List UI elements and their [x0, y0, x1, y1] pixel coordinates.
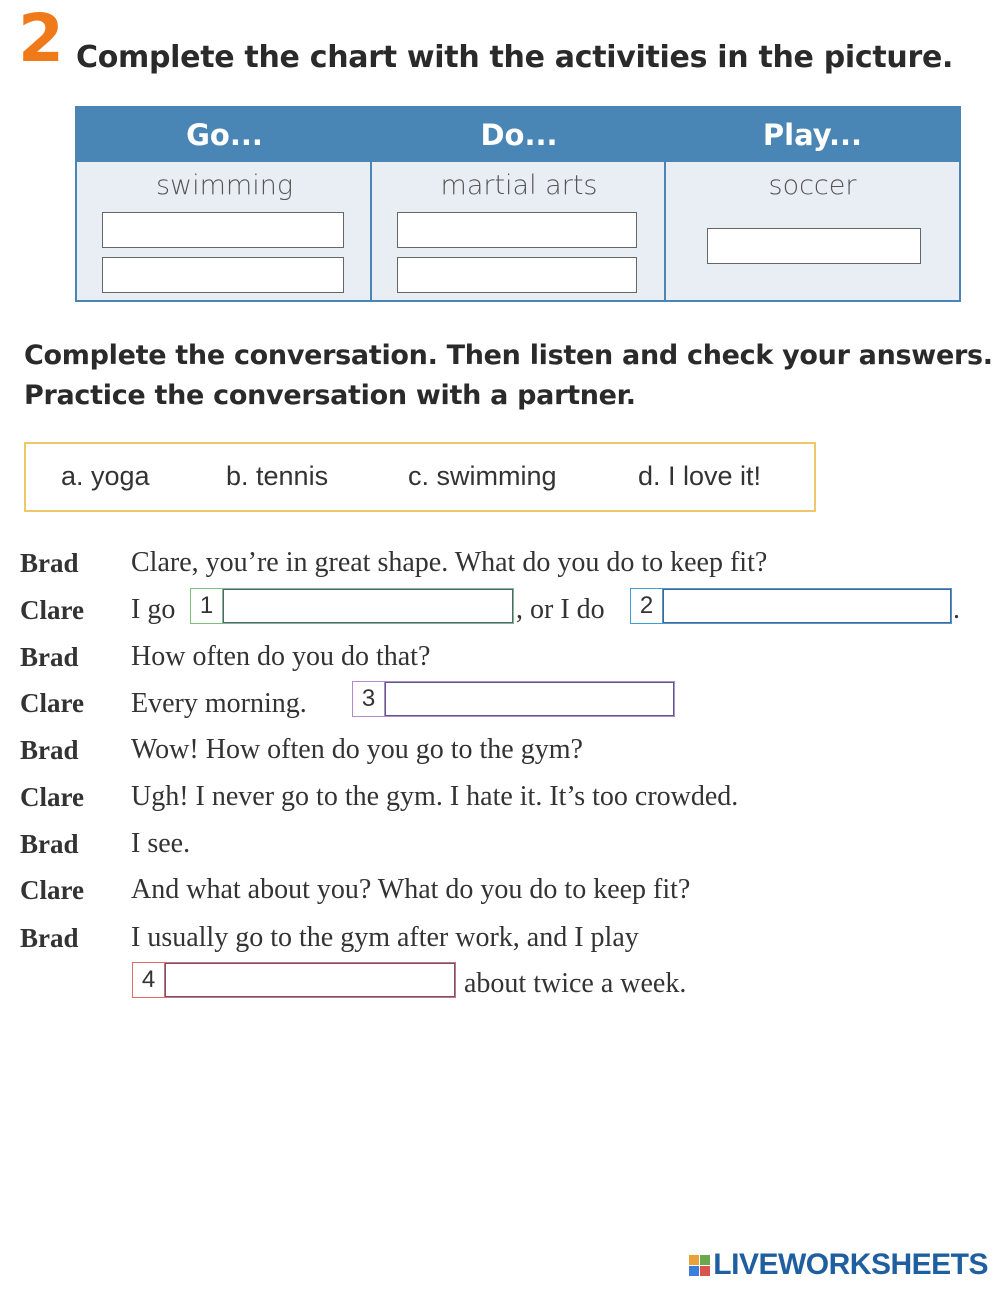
line-1: Clare, you’re in great shape. What do you do to keep fit?: [131, 547, 768, 578]
speaker-4: Clare: [20, 688, 84, 718]
chart-blank-do-2[interactable]: [397, 257, 637, 293]
activity-chart: [75, 106, 961, 302]
line-9-after: about twice a week.: [464, 968, 687, 999]
speaker-3: Brad: [20, 642, 79, 672]
answer-input-4[interactable]: [165, 963, 455, 997]
liveworksheets-logo: [689, 1248, 988, 1282]
line-9: I usually go to the gym after work, and I play: [131, 922, 639, 953]
answer-input-3[interactable]: [385, 682, 674, 716]
answer-gap-1[interactable]: [190, 588, 514, 624]
speaker-5: Brad: [20, 735, 79, 765]
answer-gap-2[interactable]: [630, 588, 952, 624]
line-2-before: I go: [131, 594, 176, 625]
answer-input-1[interactable]: [223, 589, 513, 623]
gap-number-1: 1: [191, 589, 223, 623]
word-option-b: b. tennis: [226, 461, 329, 491]
speaker-6: Clare: [20, 782, 84, 812]
speaker-1: Brad: [20, 548, 79, 578]
line-8: And what about you? What do you do to keep fit?: [131, 874, 691, 905]
speaker-8: Clare: [20, 875, 84, 905]
speaker-7: Brad: [20, 829, 79, 859]
line-4-before: Every morning.: [131, 688, 307, 719]
chart-example-play: soccer: [768, 170, 857, 201]
word-option-a: a. yoga: [61, 461, 150, 491]
speaker-9: Brad: [20, 923, 79, 953]
line-2-middle: , or I do: [516, 594, 605, 625]
exercise-title: Complete the chart with the activities in the picture.: [76, 40, 954, 75]
instructions-line-2: Practice the conversation with a partner.: [24, 380, 636, 411]
exercise-number: 2: [18, 0, 64, 77]
chart-example-go: swimming: [155, 170, 294, 201]
answer-input-2[interactable]: [663, 589, 951, 623]
line-3: How often do you do that?: [131, 641, 431, 672]
line-6: Ugh! I never go to the gym. I hate it. It’s too crowded.: [131, 781, 739, 812]
chart-blank-go-1[interactable]: [102, 212, 344, 248]
chart-column-go: [77, 108, 372, 300]
word-option-d: d. I love it!: [638, 461, 762, 491]
chart-blank-play-1[interactable]: [707, 228, 921, 264]
chart-header-go: Go...: [77, 108, 372, 162]
instructions-line-1: Complete the conversation. Then listen and check your answers.: [24, 340, 993, 371]
gap-number-4: 4: [133, 963, 165, 997]
instructions: [24, 336, 993, 416]
answer-gap-3[interactable]: [352, 681, 675, 717]
chart-blank-do-1[interactable]: [397, 212, 637, 248]
chart-column-play: [664, 108, 959, 300]
logo-mark-icon: [689, 1255, 710, 1276]
chart-header-play: Play...: [666, 108, 959, 162]
word-box: [24, 442, 816, 512]
word-option-c: c. swimming: [408, 461, 557, 491]
line-5: Wow! How often do you go to the gym?: [131, 734, 583, 765]
chart-blank-go-2[interactable]: [102, 257, 344, 293]
logo-text: LIVEWORKSHEETS: [713, 1248, 988, 1281]
chart-header-do: Do...: [372, 108, 666, 162]
line-7: I see.: [131, 828, 191, 859]
gap-number-3: 3: [353, 682, 385, 716]
speaker-2: Clare: [20, 595, 84, 625]
chart-column-do: [370, 108, 666, 300]
answer-gap-4[interactable]: [132, 962, 456, 998]
line-2-after: .: [953, 594, 960, 625]
gap-number-2: 2: [631, 589, 663, 623]
chart-example-do: martial arts: [440, 170, 598, 201]
